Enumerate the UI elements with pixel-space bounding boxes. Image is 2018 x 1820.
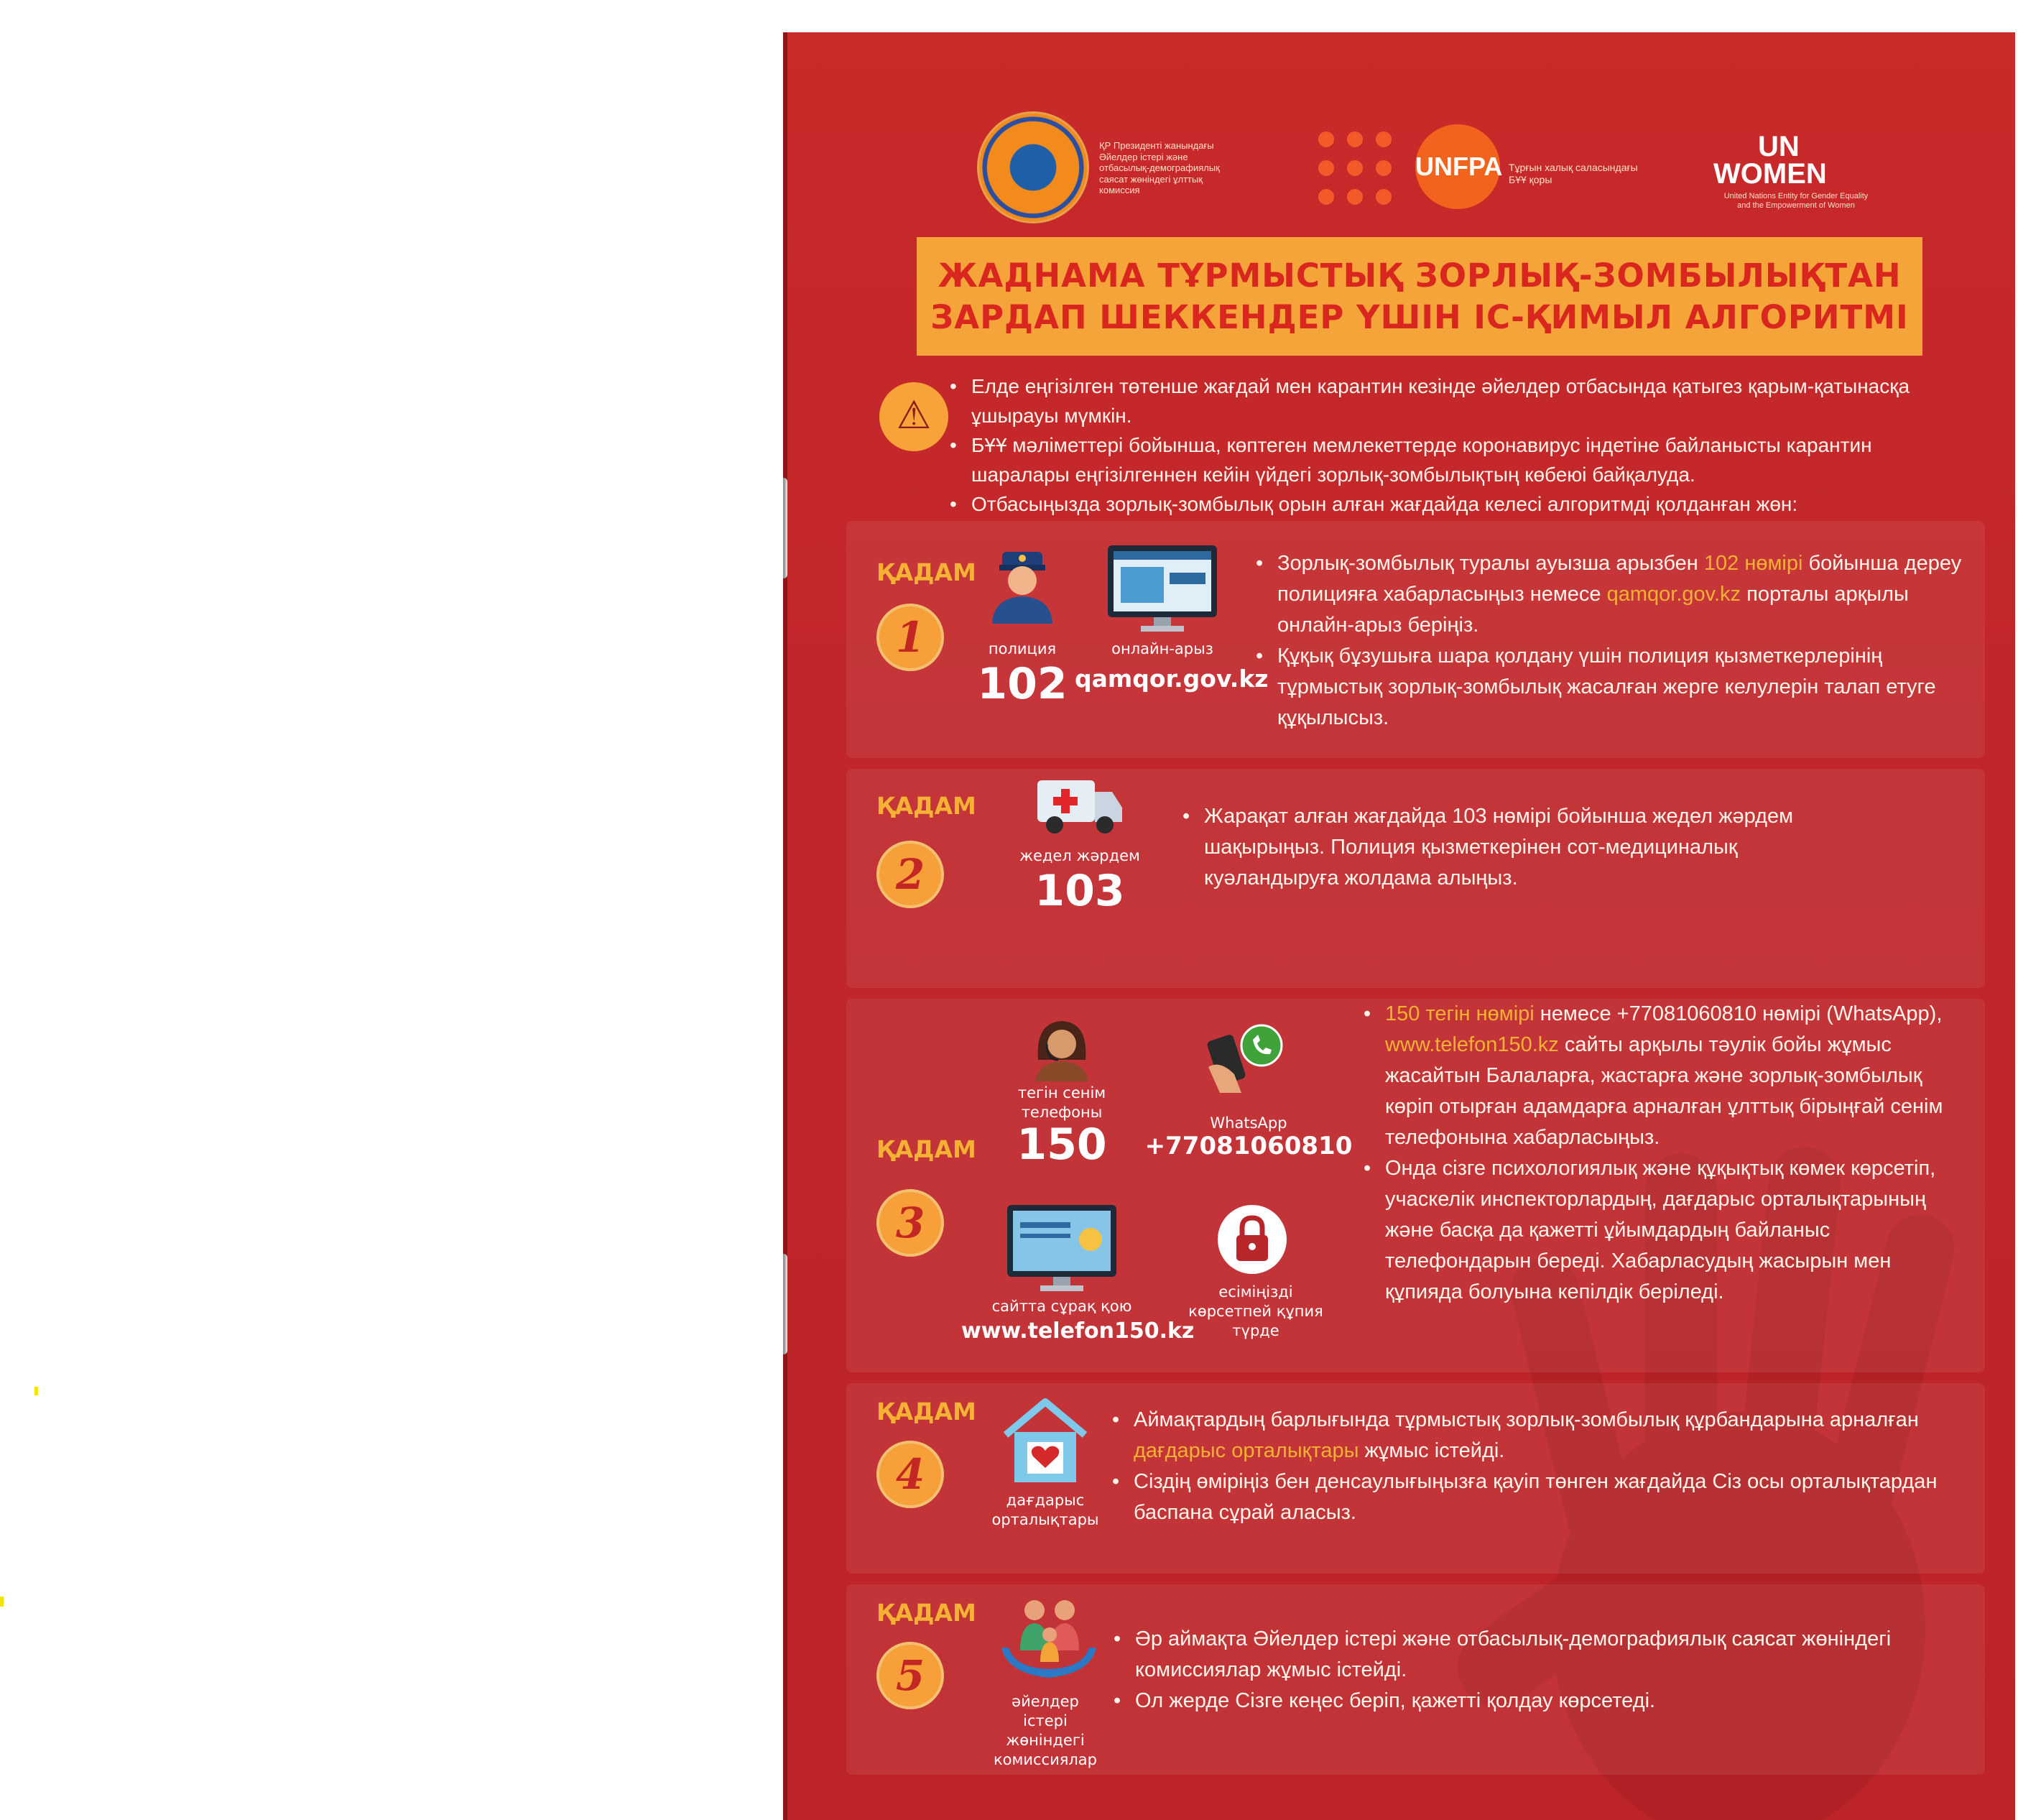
hotline-operator-icon	[1029, 1017, 1094, 1081]
unwomen-logo-text: United Nations Entity for Gender Equality and the Empowerment of Women	[1723, 192, 1869, 211]
ambulance-label: жедел жәрдем	[1019, 847, 1140, 864]
step-bullet: • Құқық бұзушыға шара қолдану үшін полиция қызметкерлерінің тұрмыстық зорлық-зомбылық жасалған жерге келулерін талап етуге құқылысыз.	[1256, 641, 1974, 734]
title-line-2: ЗАРДАП ШЕККЕНДЕР ҮШІН ІС-ҚИМЫЛ АЛГОРИТМІ	[930, 297, 1909, 336]
step-4-text	[1112, 1405, 1960, 1528]
ambulance-icon	[1035, 776, 1124, 837]
step-bullet: • Онда сізге психологиялық және құқықтық көмек көрсетіп, учаскелік инспекторлардың, дағдарыс орталықтарының және басқа да қажетті ұйымдардың байланыс телефондарын береді. Хабарласудың жасырын мен құпияда болуына кепілдік беріледі.	[1364, 1153, 1960, 1308]
step-label: ҚАДАМ	[876, 1135, 976, 1163]
step-2-text	[1182, 801, 1829, 894]
step-5-text	[1114, 1624, 1961, 1717]
step-label: ҚАДАМ	[876, 1398, 976, 1426]
online-label: онлайн-арыз	[1111, 640, 1213, 657]
scan-speck-1	[34, 1387, 38, 1395]
page-spine	[783, 32, 787, 1820]
crisis-center-label: дағдарыс орталықтары	[991, 1492, 1099, 1528]
step-bullet: • 150 тегін нөмірі немесе +77081060810 нөмірі (WhatsApp), www.telefon150.kz сайты арқылы тәулік бойы жұмыс жасайтын Балаларға, жастарға және зорлық-зомбылық көріп отырған адамдарға арналған ұлттық бірыңғай сенім телефонына хабарласыңыз.	[1364, 999, 1960, 1153]
title-line-1: ЖАДНАМА ТҰРМЫСТЫҚ ЗОРЛЫҚ-ЗОМБЫЛЫҚТАН	[938, 256, 1902, 295]
step-bullet: • Жарақат алған жағдайда 103 нөмірі бойынша жедел жәрдем шақырыңыз. Полиция қызметкерінен сот-медициналық куәландыруға жолдама алыңыз.	[1182, 801, 1829, 894]
step-number: 5	[876, 1642, 944, 1709]
crisis-center-house-icon	[999, 1396, 1092, 1486]
whatsapp-phone-icon	[1205, 1024, 1285, 1096]
staple-bottom	[783, 1254, 787, 1354]
scan-speck-2	[0, 1597, 4, 1607]
commission-logo-text: ҚР Президенті жанындағы Әйелдер істері және отбасылық-демографиялық саясат жөніндегі ұлттық комиссия	[1099, 140, 1220, 196]
hotline-number: 150	[1017, 1119, 1107, 1170]
anonymous-label: есіміңізді көрсетпей құпия түрде	[1188, 1283, 1323, 1339]
unfpa-logo-text: Тұрғын халық саласындағы БҰҰ қоры	[1509, 162, 1638, 185]
warning-icon: ⚠	[879, 382, 948, 451]
step-label: ҚАДАМ	[876, 558, 976, 586]
page-title	[917, 237, 1922, 356]
intro-list	[950, 371, 1970, 519]
step-2-panel	[846, 769, 1985, 988]
police-number: 102	[977, 659, 1068, 709]
partner-logos	[783, 104, 2015, 248]
unfpa-logo: UNFPA	[1415, 124, 1500, 209]
computer-monitor-icon	[1105, 544, 1220, 634]
step-1-text	[1256, 548, 1974, 734]
step-number: 1	[876, 604, 944, 671]
whatsapp-number: +77081060810	[1144, 1132, 1353, 1160]
step-bullet: • Ол жерде Сізге кеңес беріп, қажетті қолдау көрсетеді.	[1114, 1686, 1961, 1717]
step-bullet: • Аймақтардың барлығында тұрмыстық зорлық-зомбылық құрбандарына арналған дағдарыс орталықтары жұмыс істейді.	[1112, 1405, 1960, 1466]
step-label: ҚАДАМ	[876, 792, 976, 820]
step-3-text	[1364, 999, 1960, 1308]
site-url: www.telefon150.kz	[961, 1318, 1195, 1344]
police-label: полиция	[988, 640, 1057, 657]
intro-item: • БҰҰ мәліметтері бойынша, көптеген мемлекеттерде коронавирус індетіне байланысты карантин шаралары еңгізілгеннен кейін үйдегі зорлық-зомбылықтың көбеюі байқалуда.	[950, 430, 1970, 489]
step-3-panel	[846, 999, 1985, 1372]
step-5-panel	[846, 1584, 1985, 1775]
leaflet-page	[783, 32, 2015, 1820]
step-number: 4	[876, 1441, 944, 1508]
online-site: qamqor.gov.kz	[1075, 665, 1269, 693]
step-number: 3	[876, 1189, 944, 1257]
step-bullet: • Зорлық-зомбылық туралы ауызша арызбен 102 нөмірі бойынша дереу полицияға хабарласыңыз немесе qamqor.gov.kz порталы арқылы онлайн-арыз беріңіз.	[1256, 548, 1974, 641]
staple-top	[783, 478, 787, 578]
intro-item: • Отбасыңызда зорлық-зомбылық орын алған жағдайда келесі алгоритмді қолданған жөн:	[950, 489, 1970, 519]
unwomen-logo: UN WOMEN	[1713, 131, 1827, 190]
step-number: 2	[876, 841, 944, 908]
step-label: ҚАДАМ	[876, 1599, 976, 1627]
website-monitor-icon	[1004, 1204, 1119, 1293]
step-4-panel	[846, 1383, 1985, 1574]
step-bullet: • Сіздің өміріңіз бен денсаулығыңызға қауіп төнген жағдайда Сіз осы орталықтардан баспана сұрай аласыз.	[1112, 1466, 1960, 1528]
step-1-panel	[846, 521, 1985, 758]
lock-icon	[1216, 1204, 1288, 1275]
hotline-label: тегін сенім телефоны	[1017, 1084, 1106, 1121]
commission-seal-logo	[977, 111, 1089, 223]
commissions-label: әйелдер істері жөніндегі комиссиялар	[993, 1693, 1098, 1768]
site-label: сайтта сұрақ қою	[991, 1298, 1132, 1315]
police-officer-icon	[986, 546, 1058, 625]
family-care-icon	[999, 1593, 1099, 1686]
ambulance-number: 103	[1035, 866, 1125, 916]
step-bullet: • Әр аймақта Әйелдер істері және отбасылық-демографиялық саясат жөніндегі комиссиялар жұмыс істейді.	[1114, 1624, 1961, 1686]
intro-item: • Елде еңгізілген төтенше жағдай мен карантин кезінде әйелдер отбасында қатыгез қарым-қатынасқа ұшырауы мүмкін.	[950, 371, 1970, 430]
whatsapp-label: WhatsApp	[1210, 1114, 1287, 1132]
